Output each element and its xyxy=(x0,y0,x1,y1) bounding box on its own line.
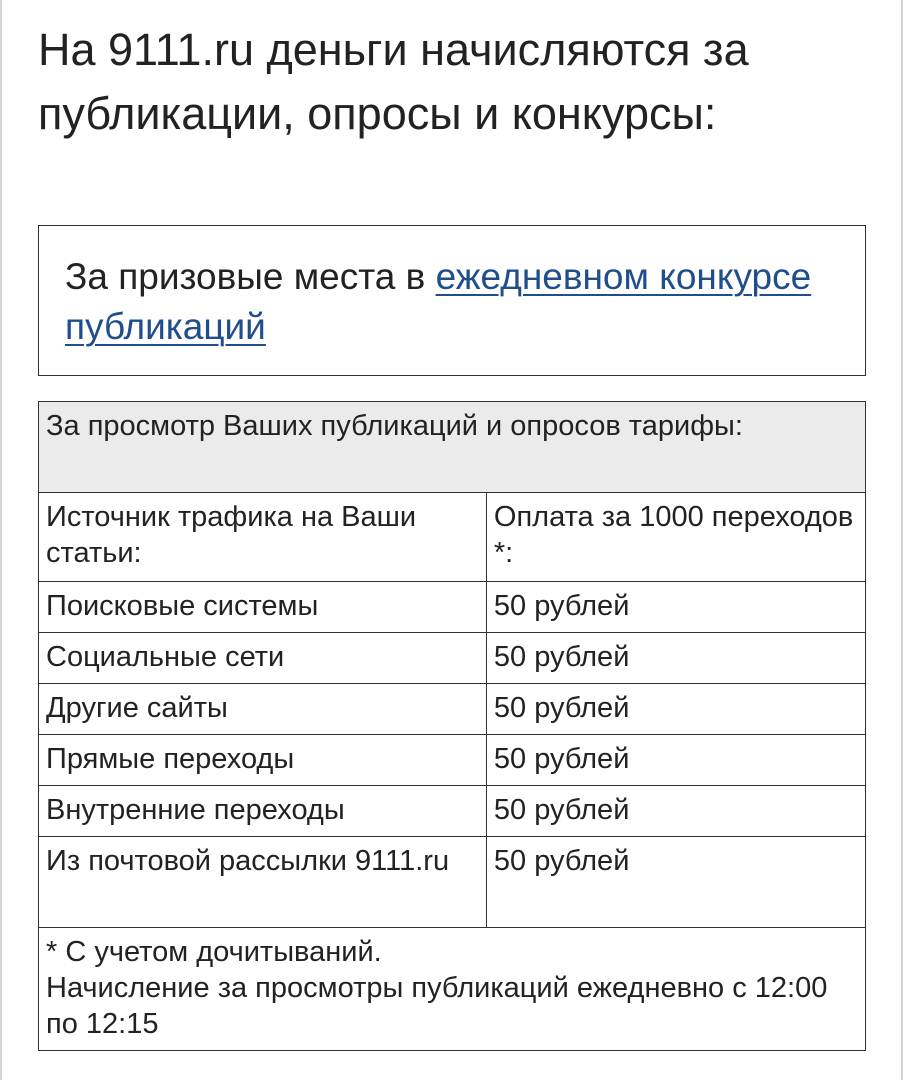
source-cell: Прямые переходы xyxy=(39,735,487,786)
table-row xyxy=(39,735,866,786)
table-row xyxy=(39,837,866,928)
prize-text: За призовые места в xyxy=(65,256,436,297)
tariff-table xyxy=(38,401,866,1051)
source-cell: Другие сайты xyxy=(39,684,487,735)
table-row xyxy=(39,633,866,684)
column-header-payment: Оплата за 1000 переходов *: xyxy=(486,493,865,582)
source-cell: Социальные сети xyxy=(39,633,487,684)
page-title: На 9111.ru деньги начисляются за публикации, опросы и конкурсы: xyxy=(38,24,749,139)
table-footnote xyxy=(39,928,866,1051)
source-cell: Из почтовой рассылки 9111.ru xyxy=(39,837,487,928)
payment-cell: 50 рублей xyxy=(486,786,865,837)
prize-box xyxy=(38,225,866,376)
table-row xyxy=(39,786,866,837)
table-row xyxy=(39,582,866,633)
footnote-line: Начисление за просмотры публикаций ежедневно с 12:00 по 12:15 xyxy=(46,972,828,1040)
source-cell: Поисковые системы xyxy=(39,582,487,633)
left-edge-divider xyxy=(0,0,2,1080)
payment-cell: 50 рублей xyxy=(486,582,865,633)
payment-cell: 50 рублей xyxy=(486,735,865,786)
table-column-headers xyxy=(39,493,866,582)
daily-contest-link[interactable]: ежедневном конкурсе публикаций xyxy=(65,256,812,347)
payment-cell: 50 рублей xyxy=(486,633,865,684)
table-row xyxy=(39,684,866,735)
table-heading: За просмотр Ваших публикаций и опросов тарифы: xyxy=(39,402,866,493)
table-heading-row xyxy=(39,402,866,493)
source-cell: Внутренние переходы xyxy=(39,786,487,837)
payment-cell: 50 рублей xyxy=(486,837,865,928)
footnote-line: * С учетом дочитываний. xyxy=(46,936,382,968)
table-footnote-row xyxy=(39,928,866,1051)
column-header-source: Источник трафика на Ваши статьи: xyxy=(39,493,487,582)
payment-cell: 50 рублей xyxy=(486,684,865,735)
